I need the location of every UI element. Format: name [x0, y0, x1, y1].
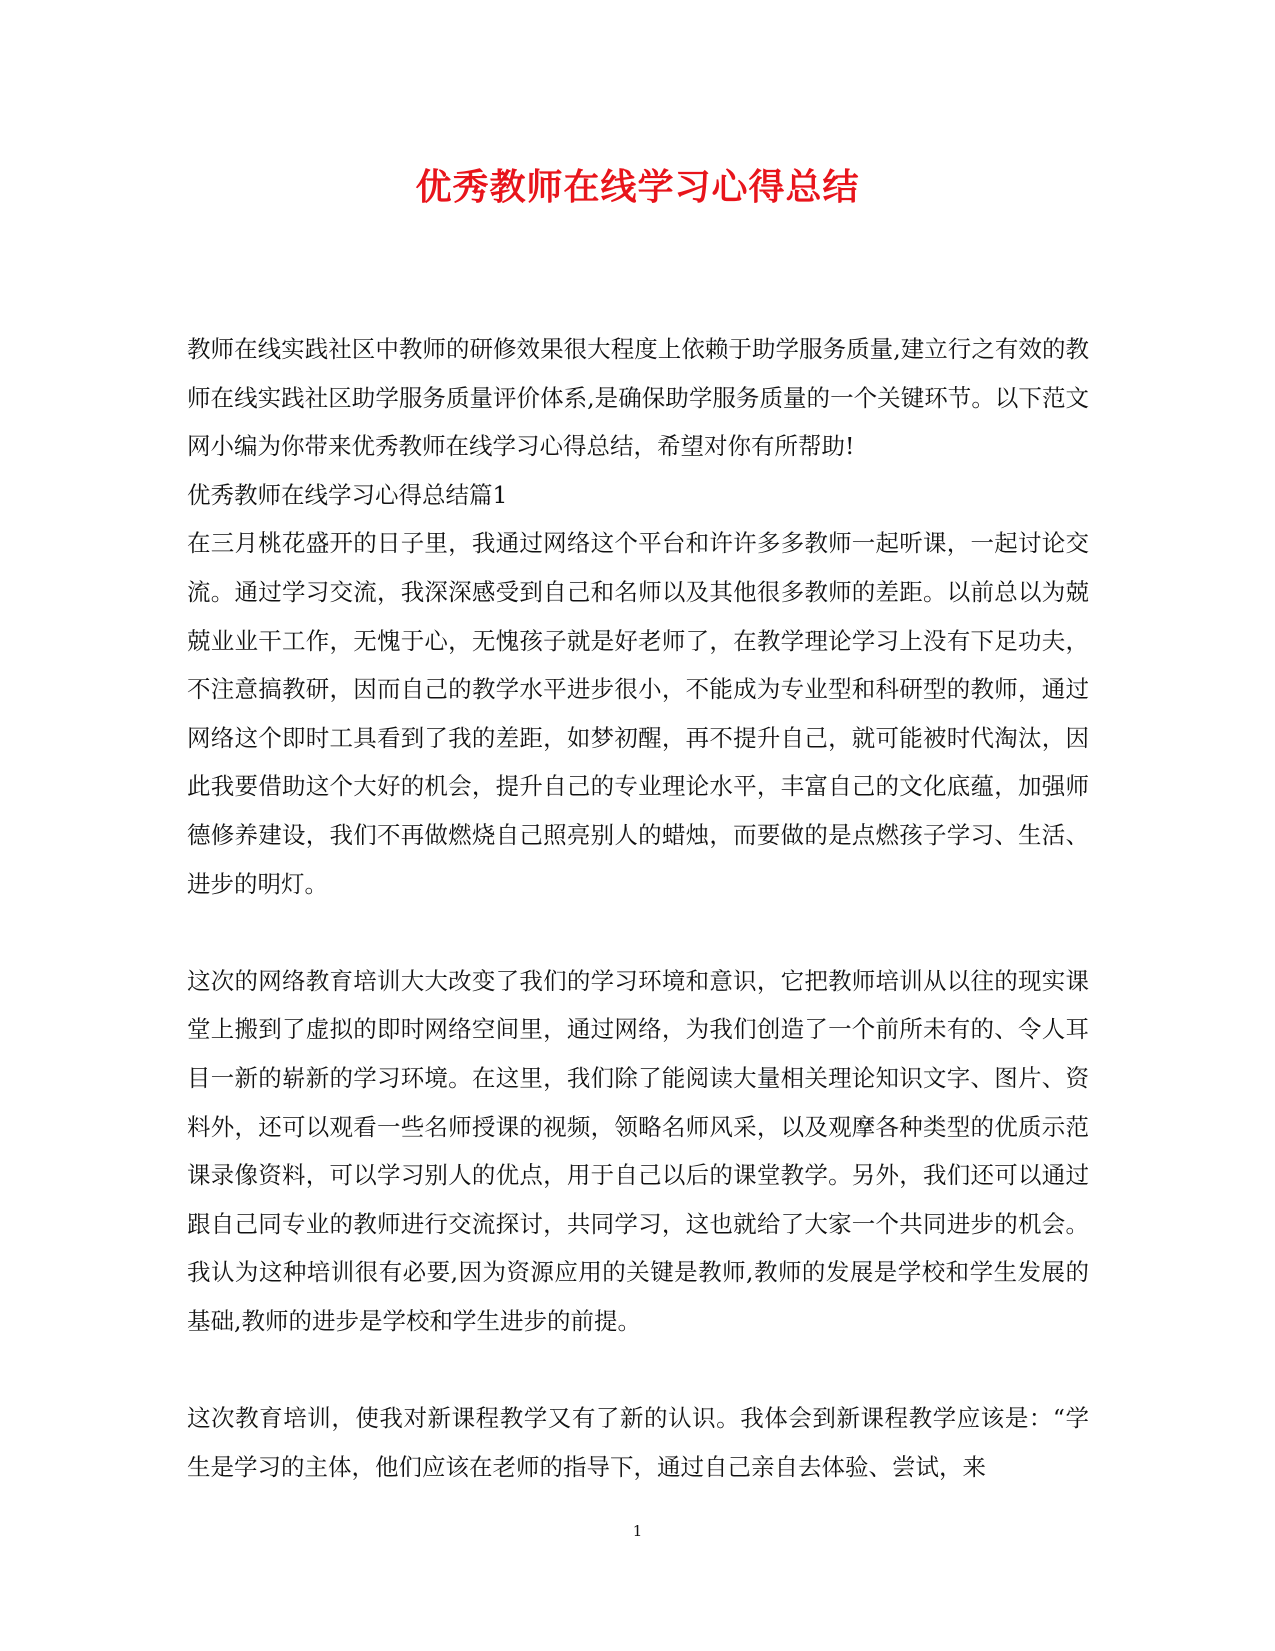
- page-title: 优秀教师在线学习心得总结: [415, 166, 860, 208]
- page-number: 1: [632, 1522, 643, 1540]
- body-paragraph-1: 在三月桃花盛开的日子里，我通过网络这个平台和许许多多教师一起听课，一起讨论交流。通过学习交流，我深深感受到自己和名师以及其他很多教师的差距。以前总以为兢兢业业干工作，无愧于心，无愧孩子就是好老师了，在教学理论学习上没有下足功夫，不注意搞教研，因而自己的教学水平进步很小，不能成为专业型和科研型的教师，通过网络这个即时工具看到了我的差距，如梦初醒，再不提升自己，就可能被时代淘汰，因此我要借助这个大好的机会，提升自己的专业理论水平，丰富自己的文化底蕴，加强师德修养建设，我们不再做燃烧自己照亮别人的蜡烛，而要做的是点燃孩子学习、生活、进步的明灯。: [187, 529, 1089, 898]
- section-heading: 优秀教师在线学习心得总结篇1: [187, 480, 508, 509]
- paragraph-spacer: [187, 1345, 1089, 1394]
- document-body: [187, 325, 1089, 1491]
- intro-paragraph: 教师在线实践社区中教师的研修效果很大程度上依赖于助学服务质量,建立行之有效的教师在线实践社区助学服务质量评价体系,是确保助学服务质量的一个关键环节。以下范文网小编为你带来优秀教师在线学习心得总结，希望对你有所帮助!: [187, 335, 1089, 461]
- paragraph-spacer: [187, 908, 1089, 957]
- body-paragraph-2: 这次的网络教育培训大大改变了我们的学习环境和意识，它把教师培训从以往的现实课堂上搬到了虚拟的即时网络空间里，通过网络，为我们创造了一个前所未有的、令人耳目一新的崭新的学习环境。在这里，我们除了能阅读大量相关理论知识文字、图片、资料外，还可以观看一些名师授课的视频，领略名师风采，以及观摩各种类型的优质示范课录像资料，可以学习别人的优点，用于自己以后的课堂教学。另外，我们还可以通过跟自己同专业的教师进行交流探讨，共同学习，这也就给了大家一个共同进步的机会。我认为这种培训很有必要,因为资源应用的关键是教师,教师的发展是学校和学生发展的基础,教师的进步是学校和学生进步的前提。: [187, 966, 1089, 1335]
- body-paragraph-3: 这次教育培训，使我对新课程教学又有了新的认识。我体会到新课程教学应该是：“学生是学习的主体，他们应该在老师的指导下，通过自己亲自去体验、尝试，来: [187, 1404, 1089, 1481]
